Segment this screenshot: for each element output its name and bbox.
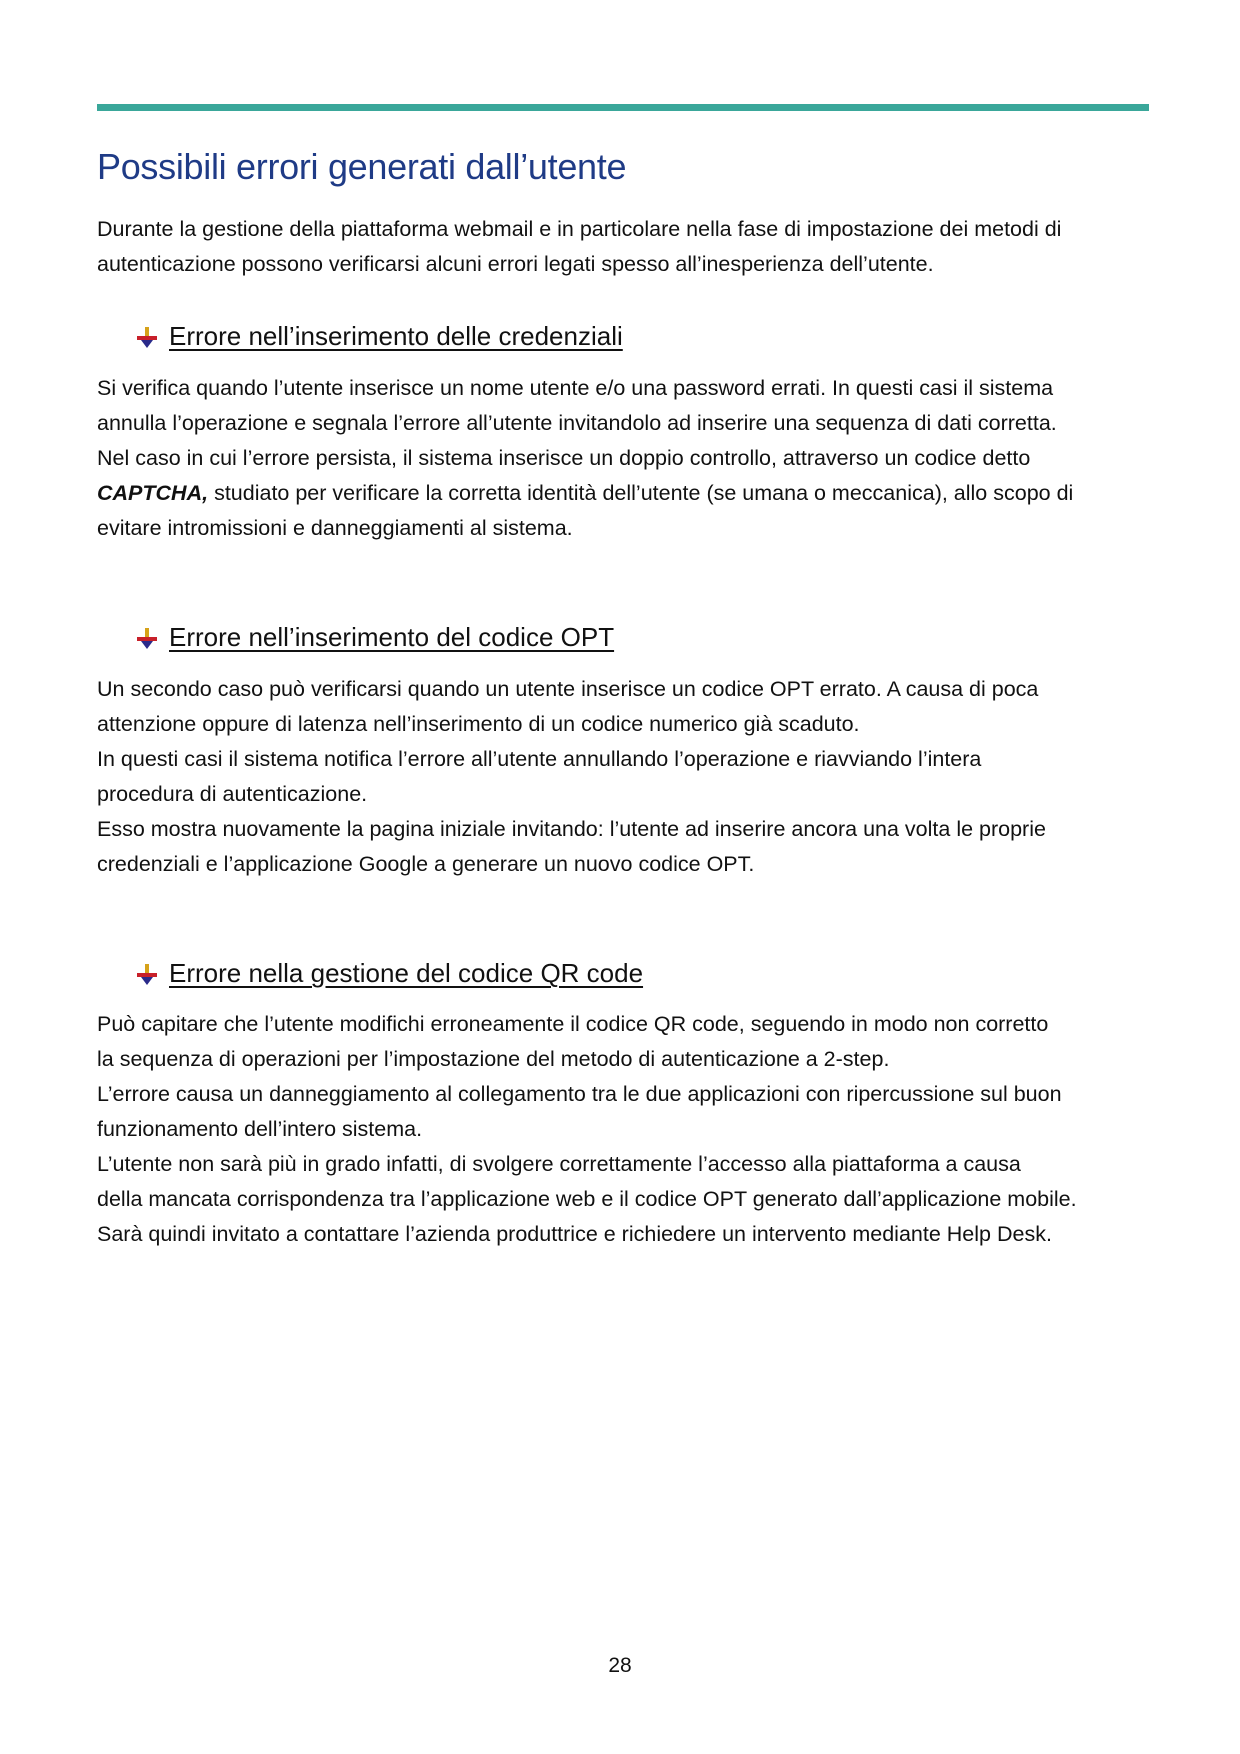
paragraph-line: annulla l’operazione e segnala l’errore all’utente invitandolo ad inserire una sequenza di dati corretta. — [97, 411, 1057, 435]
captcha-emphasis: CAPTCHA, — [97, 481, 209, 505]
paragraph-line: Nel caso in cui l’errore persista, il sistema inserisce un doppio controllo, attraverso un codice detto — [97, 446, 1031, 470]
section-paragraph-credenziali — [97, 371, 1157, 546]
paragraph-line: Sarà quindi invitato a contattare l’azienda produttrice e richiedere un intervento mediante Help Desk. — [97, 1222, 1052, 1246]
paragraph-line: credenziali e l’applicazione Google a generare un nuovo codice OPT. — [97, 852, 755, 876]
arrow-bullet-icon — [135, 626, 159, 650]
paragraph-line: Può capitare che l’utente modifichi erroneamente il codice QR code, seguendo in modo non corretto — [97, 1012, 1049, 1036]
section-heading-label: Errore nell’inserimento del codice OPT — [169, 622, 615, 652]
paragraph-line: evitare intromissioni e danneggiamenti al sistema. — [97, 516, 573, 540]
arrow-bullet-icon — [135, 962, 159, 986]
section-heading-qr — [135, 958, 643, 989]
intro-paragraph — [97, 212, 1157, 282]
paragraph-line: della mancata corrispondenza tra l’applicazione web e il codice OPT generato dall’applicazione mobile. — [97, 1187, 1077, 1211]
paragraph-line: la sequenza di operazioni per l’impostazione del metodo di autenticazione a 2-step. — [97, 1047, 890, 1071]
page-number: 28 — [608, 1654, 632, 1677]
captcha-line-rest: studiato per verificare la corretta identità dell’utente (se umana o meccanica), allo scopo di — [208, 481, 1074, 505]
arrow-bullet-icon — [135, 325, 159, 349]
intro-line: Durante la gestione della piattaforma webmail e in particolare nella fase di impostazione dei metodi di — [97, 217, 1062, 241]
top-rule — [97, 104, 1149, 111]
section-paragraph-qr — [97, 1007, 1157, 1252]
section-paragraph-opt — [97, 672, 1157, 882]
paragraph-line: attenzione oppure di latenza nell’inserimento di un codice numerico già scaduto. — [97, 712, 860, 736]
paragraph-line: L’utente non sarà più in grado infatti, di svolgere correttamente l’accesso alla piattaforma a causa — [97, 1152, 1021, 1176]
paragraph-line — [97, 476, 1157, 511]
paragraph-line: procedura di autenticazione. — [97, 782, 368, 806]
intro-line: autenticazione possono verificarsi alcuni errori legati spesso all’inesperienza dell’utente. — [97, 252, 934, 276]
section-heading-opt — [135, 622, 614, 653]
paragraph-line: In questi casi il sistema notifica l’errore all’utente annullando l’operazione e riavviando l’intera — [97, 747, 982, 771]
paragraph-line: L’errore causa un danneggiamento al collegamento tra le due applicazioni con ripercussione sul buon — [97, 1082, 1062, 1106]
section-heading-label: Errore nell’inserimento delle credenziali — [169, 321, 623, 351]
paragraph-line: Si verifica quando l’utente inserisce un nome utente e/o una password errati. In questi casi il sistema — [97, 376, 1054, 400]
section-heading-label: Errore nella gestione del codice QR code — [169, 958, 644, 988]
section-heading-credenziali — [135, 321, 623, 352]
paragraph-line: Esso mostra nuovamente la pagina iniziale invitando: l’utente ad inserire ancora una volta le proprie — [97, 817, 1046, 841]
paragraph-line: funzionamento dell’intero sistema. — [97, 1117, 423, 1141]
page-title: Possibili errori generati dall’utente — [97, 146, 627, 187]
paragraph-line: Un secondo caso può verificarsi quando un utente inserisce un codice OPT errato. A causa di poca — [97, 677, 1039, 701]
